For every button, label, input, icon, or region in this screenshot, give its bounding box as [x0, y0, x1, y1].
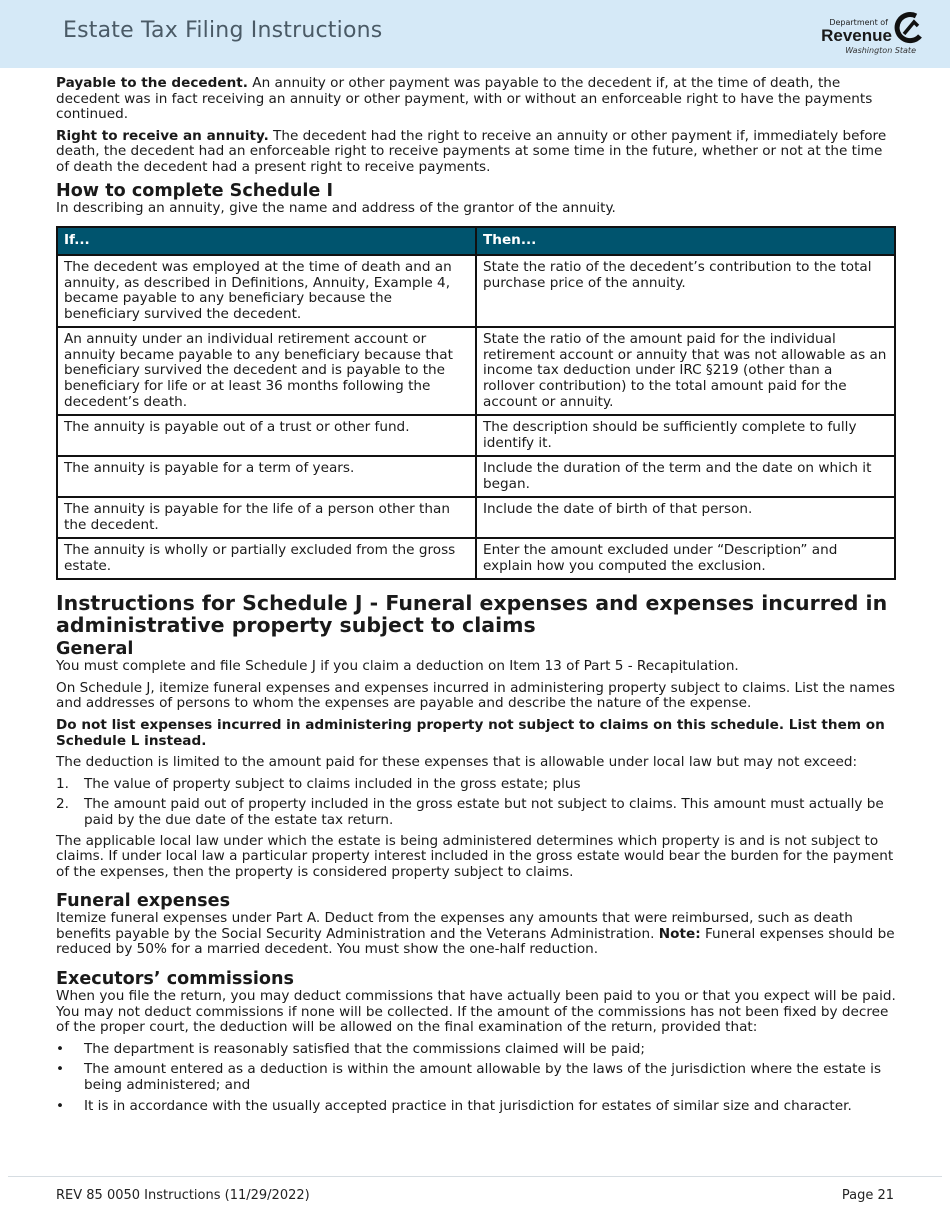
schedule-j-heading: Instructions for Schedule J - Funeral expenses and expenses incurred in administrative property subject to claims — [56, 591, 888, 638]
header-title: Estate Tax Filing Instructions — [63, 18, 383, 43]
list-item-text: The department is reasonably satisfied that the commissions claimed will be paid; — [84, 1040, 645, 1057]
if-then-table — [56, 226, 896, 580]
table-cell-if: The decedent was employed at the time of death and an annuity, as described in Definitions, Annuity, Example 4, became payable to any beneficiary because the beneficiary survived the decedent. — [57, 255, 476, 327]
logo-name-text: Revenue — [821, 26, 892, 45]
general-paragraph-bold — [56, 718, 896, 749]
list-item — [56, 797, 896, 828]
footer-form-id: REV 85 0050 Instructions (11/29/2022) — [56, 1188, 310, 1203]
table-cell-if: The annuity is payable out of a trust or other fund. — [57, 415, 476, 456]
general-paragraph-1: You must complete and file Schedule J if you claim a deduction on Item 13 of Part 5 - Recapitulation. — [56, 658, 739, 675]
list-item — [56, 1099, 896, 1115]
table-cell-then: Include the date of birth of that person. — [476, 497, 895, 538]
list-marker: 1. — [56, 775, 69, 792]
revenue-logo — [814, 12, 924, 58]
funeral-expenses-heading: Funeral expenses — [56, 891, 231, 912]
table-cell-then: Include the duration of the term and the date on which it began. — [476, 456, 895, 497]
right-text: The decedent had the right to receive an annuity or other payment if, immediately before death, the decedent had an enforceable right to receive payments at some time in the future, whether or not at the time of death the decedent had a present right to receive payments. — [56, 127, 887, 175]
table-cell-if: The annuity is wholly or partially excluded from the gross estate. — [57, 538, 476, 579]
right-paragraph — [56, 129, 896, 176]
funeral-text: Itemize funeral expenses under Part A. Deduct from the expenses any amounts that were reimbursed, such as death benefits payable by the Social Security Administration and the Veterans Administration. — [56, 910, 853, 942]
list-item-text: The amount entered as a deduction is within the amount allowable by the laws of the jurisdiction where the estate is being administered; and — [84, 1061, 882, 1094]
table-row — [57, 255, 895, 327]
table-cell-if: The annuity is payable for the life of a person other than the decedent. — [57, 497, 476, 538]
list-item-text: It is in accordance with the usually accepted practice in that jurisdiction for estates of similar size and character. — [84, 1097, 852, 1114]
table-row — [57, 497, 895, 538]
general-paragraph-5: The applicable local law under which the estate is being administered determines which property is and is not subject to claims. If under local law a particular property interest included in the gross estate would bear the burden for the payment of the expenses, then the property is considered property subject to claims. — [56, 832, 894, 880]
commissions-conditions-list — [56, 1042, 896, 1114]
payable-paragraph — [56, 76, 896, 123]
table-row — [57, 415, 895, 456]
deduction-limit-list — [56, 777, 896, 829]
table-cell-then: Enter the amount excluded under “Description” and explain how you computed the exclusion. — [476, 538, 895, 579]
table-header-if: If... — [57, 227, 476, 255]
general-heading: General — [56, 639, 134, 660]
table-cell-if: An annuity under an individual retirement account or annuity became payable to any beneficiary because that beneficiary survived the decedent and is payable to the beneficiary for life or at least 36 months following the decedent’s death. — [57, 327, 476, 415]
table-header-then: Then... — [476, 227, 895, 255]
table-cell-then: State the ratio of the decedent’s contribution to the total purchase price of the annuity. — [476, 255, 895, 327]
list-item — [56, 1062, 896, 1093]
table-cell-then: The description should be sufficiently complete to fully identify it. — [476, 415, 895, 456]
table-row — [57, 456, 895, 497]
funeral-note-text: Funeral expenses should be reduced by 50% for a married decedent. You must show the one-half reduction. — [56, 925, 895, 958]
schedule-i-heading: How to complete Schedule I — [56, 180, 333, 201]
bullet-marker: • — [56, 1097, 65, 1114]
list-item-text: The value of property subject to claims included in the gross estate; plus — [84, 775, 581, 792]
page-content — [56, 76, 896, 1119]
right-lead: Right to receive an annuity. — [56, 127, 269, 144]
footer-page-number: Page 21 — [841, 1188, 894, 1203]
general-paragraph-4: The deduction is limited to the amount paid for these expenses that is allowable under local law but may not exceed: — [56, 754, 858, 771]
list-item — [56, 777, 896, 793]
revenue-logo-mark-icon — [894, 12, 924, 46]
table-header-row — [57, 227, 895, 255]
general-bold-text: Do not list expenses incurred in administering property not subject to claims on this schedule. List them on Schedule L instead. — [56, 716, 885, 749]
list-item — [56, 1042, 896, 1058]
table-row — [57, 538, 895, 579]
table-cell-if: The annuity is payable for a term of years. — [57, 456, 476, 497]
table-cell-then: State the ratio of the amount paid for the individual retirement account or annuity that was not allowable as an income tax deduction under IRC §219 (other than a rollover contribution) to the total amount paid for the account or annuity. — [476, 327, 895, 415]
payable-text: An annuity or other payment was payable to the decedent if, at the time of death, the decedent was in fact receiving an annuity or other payment, with or without an enforceable right to have the payments continued. — [56, 75, 873, 123]
funeral-expenses-paragraph — [56, 911, 896, 958]
logo-state-text: Washington State — [845, 46, 916, 55]
general-paragraph-2: On Schedule J, itemize funeral expenses and expenses incurred in administering property subject to claims. List the names and addresses of persons to whom the expenses are payable and describe the nature of the expense. — [56, 679, 895, 712]
bullet-marker: • — [56, 1061, 65, 1078]
list-item-text: The amount paid out of property included in the gross estate but not subject to claims. This amount must actually be paid by the due date of the estate tax return. — [84, 796, 884, 828]
bullet-marker: • — [56, 1040, 65, 1057]
list-marker: 2. — [56, 796, 69, 813]
payable-lead: Payable to the decedent. — [56, 75, 248, 91]
executors-commissions-heading: Executors’ commissions — [56, 969, 294, 990]
schedule-i-intro: In describing an annuity, give the name and address of the grantor of the annuity. — [56, 199, 616, 216]
footer-divider — [8, 1176, 942, 1177]
page-header — [0, 0, 950, 68]
logo-dept-text: Department of — [829, 18, 888, 27]
table-row — [57, 327, 895, 415]
executors-commissions-paragraph: When you file the return, you may deduct commissions that have actually been paid to you or that you expect will be paid. You may not deduct commissions if none will be collected. If the amount of the commissions has not been fixed by decree of the proper court, the deduction will be allowed on the final examination of the return, provided that: — [56, 988, 896, 1036]
funeral-note-label: Note: — [658, 925, 701, 942]
